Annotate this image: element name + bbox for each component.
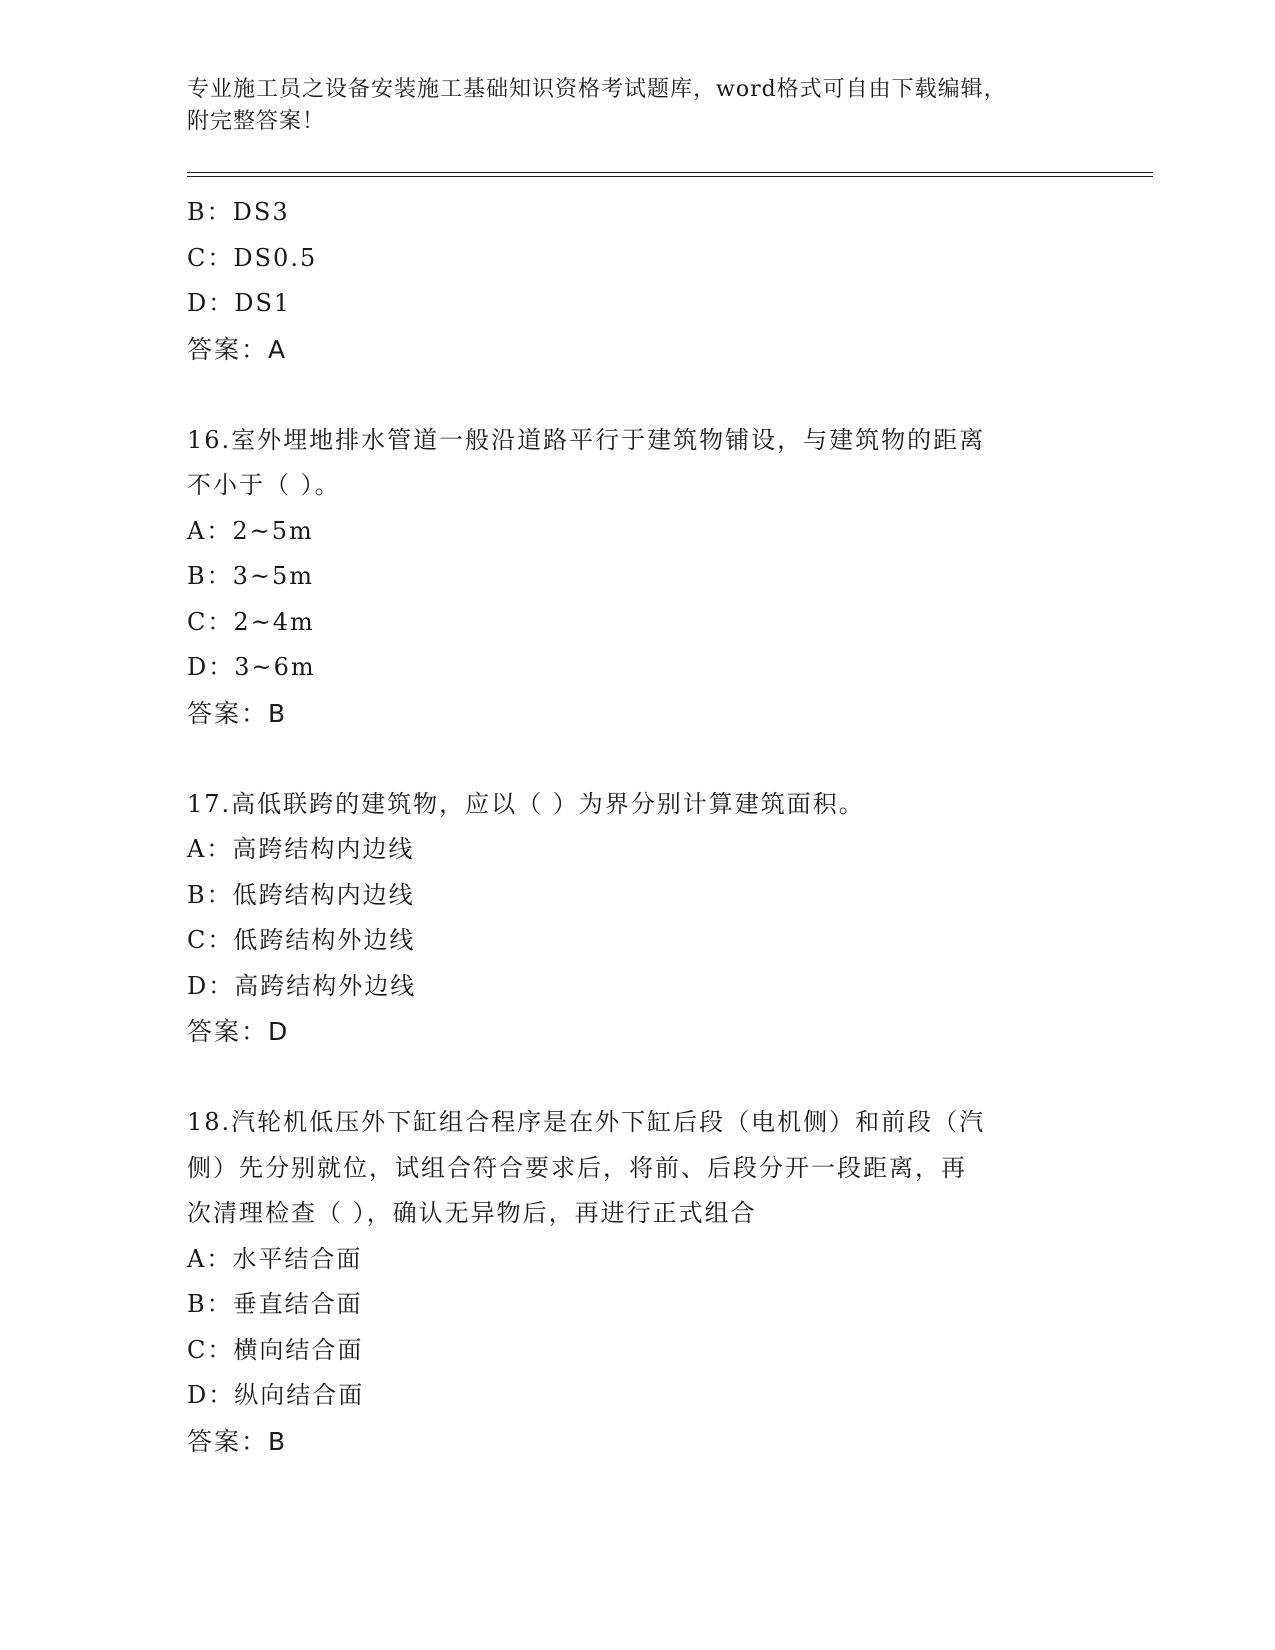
question-stem: 16.室外埋地排水管道一般沿道路平行于建筑物铺设，与建筑物的距离 — [187, 425, 986, 454]
option-b: B：DS3 — [187, 198, 290, 226]
question-stem: 18.汽轮机低压外下缸组合程序是在外下缸后段（电机侧）和前段（汽 — [187, 1108, 986, 1136]
spacer — [187, 1055, 1107, 1101]
option-b: B：低跨结构内边线 — [187, 880, 415, 909]
option-d: D：DS1 — [187, 289, 292, 317]
option-c: C：2~4m — [187, 607, 315, 636]
option-c: C：DS0.5 — [187, 243, 318, 272]
answer: 答案：D — [187, 1017, 290, 1046]
answer: 答案：B — [187, 1426, 288, 1456]
spacer — [187, 372, 1107, 418]
question-15-tail — [187, 190, 1107, 372]
question-stem: 不小于（ ）。 — [187, 471, 341, 499]
option-d: D：纵向结合面 — [187, 1381, 365, 1409]
spacer — [187, 736, 1107, 782]
question-17 — [187, 782, 1107, 1055]
question-stem: 17.高低联跨的建筑物，应以（ ）为界分别计算建筑面积。 — [187, 789, 865, 818]
document-header — [187, 74, 1087, 138]
option-d: D：3~6m — [187, 653, 316, 681]
question-16 — [187, 418, 1107, 737]
question-stem: 侧）先分别就位，试组合符合要求后，将前、后段分开一段距离，再 — [187, 1153, 967, 1182]
question-stem: 次清理检查（ ），确认无异物后，再进行正式组合 — [187, 1199, 757, 1227]
option-d: D：高跨结构外边线 — [187, 971, 417, 1000]
option-c: C：横向结合面 — [187, 1335, 364, 1364]
option-c: C：低跨结构外边线 — [187, 926, 416, 954]
answer: 答案：A — [187, 334, 288, 364]
option-a: A：2~5m — [187, 516, 314, 545]
option-b: B：3~5m — [187, 562, 315, 590]
header-line-1: 专业施工员之设备安装施工基础知识资格考试题库，word格式可自由下载编辑， — [187, 77, 1007, 102]
answer: 答案：B — [187, 698, 288, 728]
option-a: A：高跨结构内边线 — [187, 835, 415, 863]
option-b: B：垂直结合面 — [187, 1290, 363, 1318]
question-list — [187, 190, 1107, 1464]
header-line-2: 附完整答案！ — [187, 109, 326, 134]
header-divider-bottom — [187, 176, 1153, 177]
header-divider-top — [187, 172, 1153, 173]
question-18 — [187, 1100, 1107, 1464]
option-a: A：水平结合面 — [187, 1244, 363, 1273]
